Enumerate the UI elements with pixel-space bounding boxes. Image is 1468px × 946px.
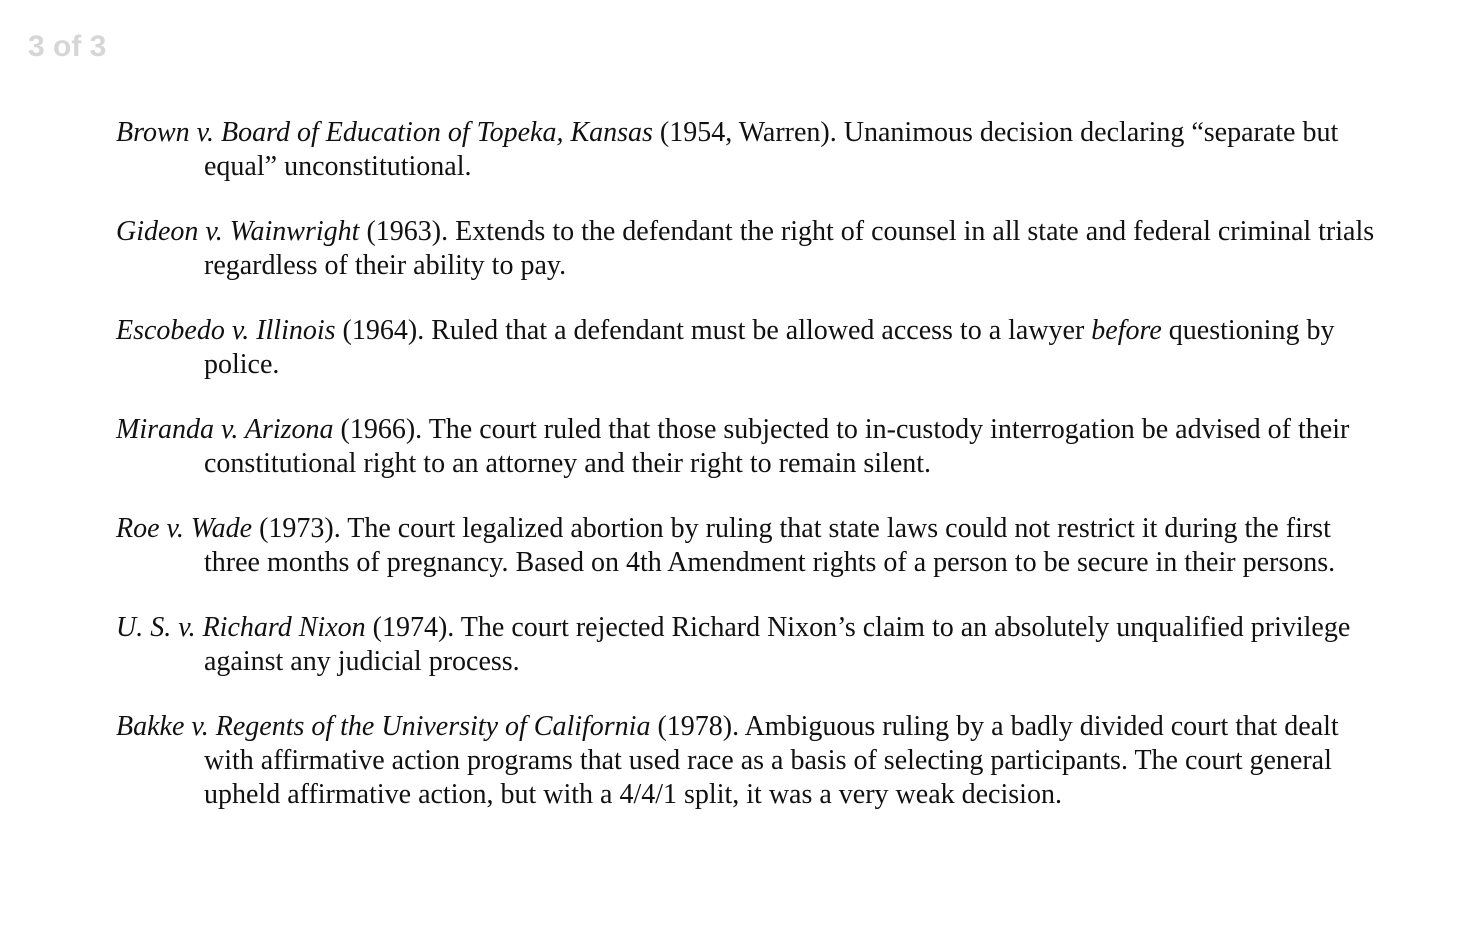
- case-year: (1978).: [650, 711, 745, 742]
- case-description: The court rejected Richard Nixon’s claim to an absolutely unqualified privilege against any judicial process.: [204, 612, 1351, 677]
- case-description: Extends to the defendant the right of counsel in all state and federal criminal trials regardless of their ability to pay.: [204, 216, 1375, 281]
- case-description: Ruled that a defendant must be allowed access to a lawyer: [431, 315, 1092, 346]
- case-emphasis: before: [1091, 315, 1162, 346]
- case-entry-bakke: [116, 710, 1376, 812]
- case-entry-miranda: [116, 413, 1376, 481]
- case-entry-gideon: [116, 215, 1376, 283]
- case-name: Gideon v. Wainwright: [116, 216, 360, 247]
- case-year: (1954, Warren).: [652, 117, 844, 148]
- case-entry-roe: [116, 512, 1376, 580]
- case-year: (1973).: [252, 513, 348, 544]
- case-year: (1966).: [333, 414, 429, 445]
- page-indicator: 3 of 3: [28, 30, 107, 63]
- case-name: Roe v. Wade: [116, 513, 253, 544]
- case-entry-escobedo: [116, 314, 1376, 382]
- case-name: Bakke v. Regents of the University of California: [116, 711, 651, 742]
- case-name: U. S. v. Richard Nixon: [116, 612, 366, 643]
- case-description: Unanimous decision declaring “separate but equal” unconstitutional.: [204, 117, 1339, 182]
- case-year: (1964).: [335, 315, 432, 346]
- case-name: Miranda v. Arizona: [116, 414, 334, 445]
- case-description-continued: questioning by police.: [204, 315, 1335, 380]
- case-entry-nixon: [116, 611, 1376, 679]
- case-year: (1974).: [365, 612, 461, 643]
- case-entry-brown: [116, 116, 1376, 184]
- case-list: [116, 116, 1376, 843]
- case-description: The court ruled that those subjected to in-custody interrogation be advised of their constitutional right to an attorney and their right to remain silent.: [204, 414, 1350, 479]
- case-name: Escobedo v. Illinois: [116, 315, 336, 346]
- case-description: The court legalized abortion by ruling that state laws could not restrict it during the first three months of pregnancy. Based on 4th Amendment rights of a person to be secure in their persons.: [204, 513, 1336, 578]
- case-year: (1963).: [359, 216, 456, 247]
- case-description: Ambiguous ruling by a badly divided court that dealt with affirmative action programs that used race as a basis of selecting participants. The court general upheld affirmative action, but with a 4/4/1 split, it was a very weak decision.: [204, 711, 1339, 810]
- case-name: Brown v. Board of Education of Topeka, Kansas: [116, 117, 653, 148]
